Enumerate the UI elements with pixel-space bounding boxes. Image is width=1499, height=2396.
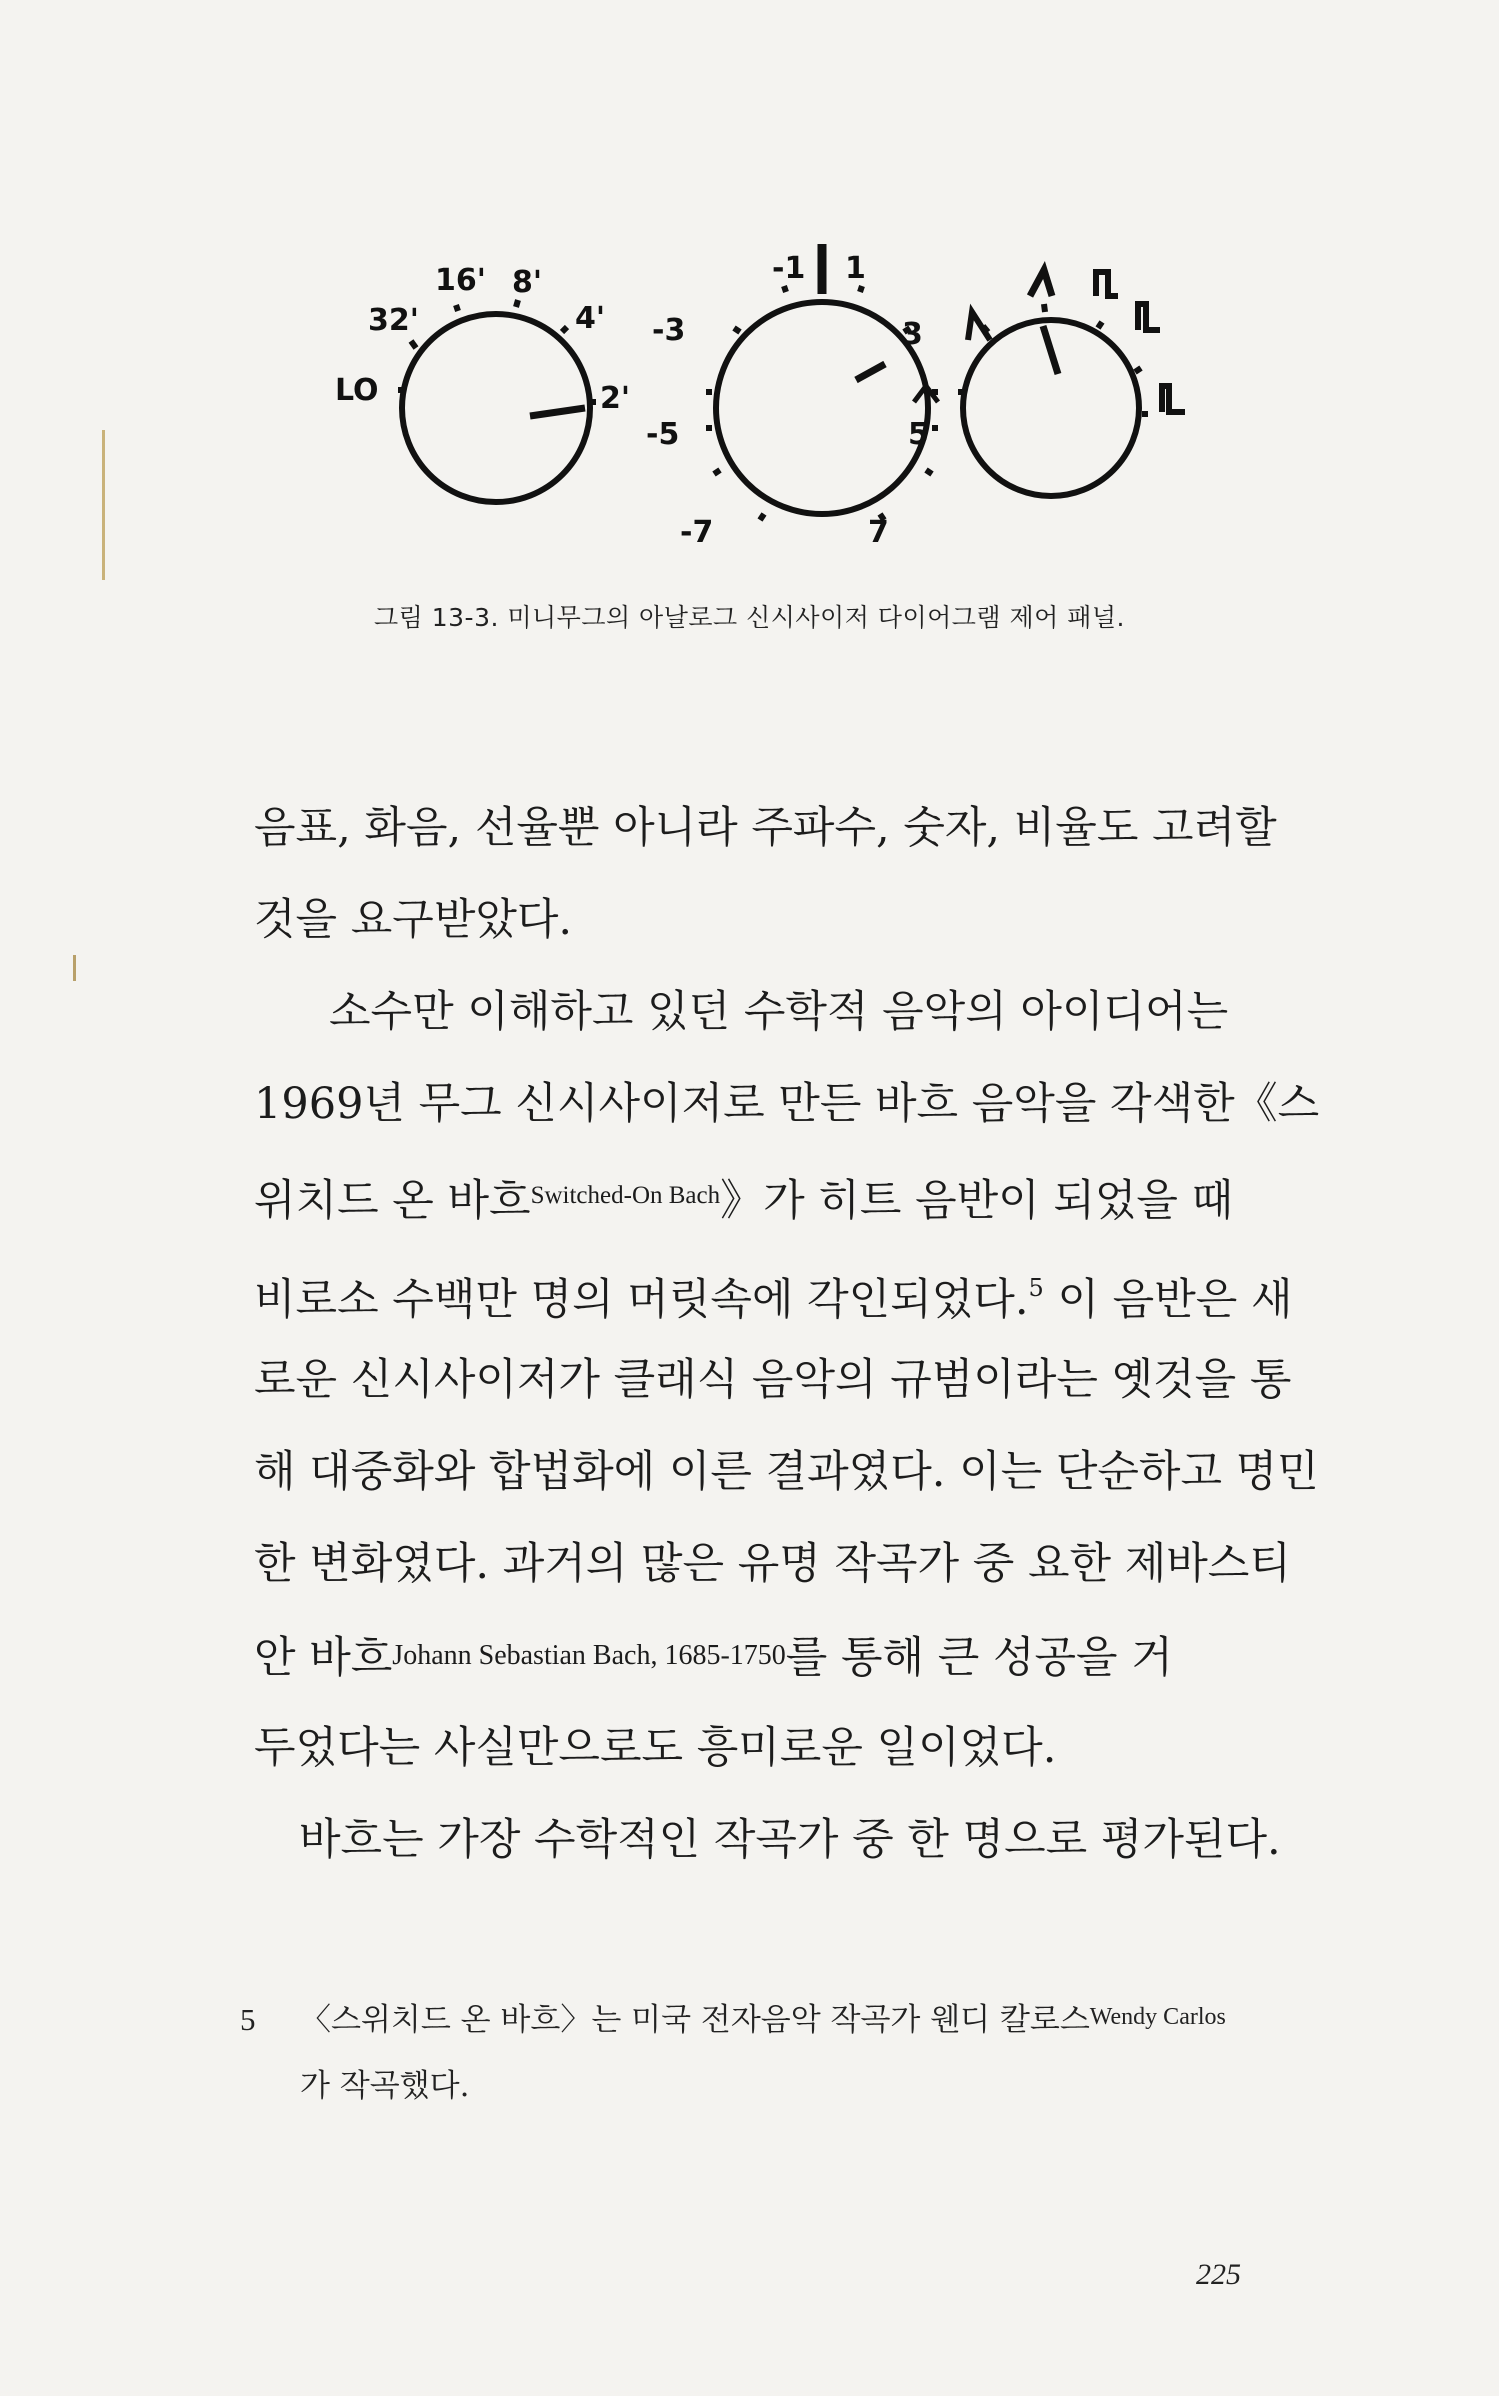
text-span: 》가 히트 음반이 되었을 때 — [720, 1176, 1234, 1226]
range-label-lo: LO — [335, 373, 379, 408]
body-line: 한 변화였다. 과거의 많은 유명 작곡가 중 요한 제바스티 — [254, 1539, 1291, 1589]
freq-label-minus-1: -1 — [772, 251, 806, 286]
range-label-2: 2' — [600, 381, 631, 416]
latin-name: Johann Sebastian Bach, 1685-1750 — [392, 1640, 786, 1671]
page-crease-mark — [102, 430, 105, 580]
page-crease-mark — [73, 955, 76, 981]
figure-caption: 그림 13-3. 미니무그의 아날로그 신시사이저 다이어그램 제어 패널. — [373, 603, 1125, 632]
footnote-line — [240, 1984, 1260, 2053]
footnote-line — [240, 2053, 1260, 2119]
waveform-knob — [914, 270, 1185, 496]
freq-label-1: 1 — [845, 251, 866, 286]
footnote-reference: 5 — [1028, 1274, 1044, 1302]
text-span: 안 바흐 — [254, 1633, 393, 1683]
text-span: 비로소 수백만 명의 머릿속에 각인되었다. — [254, 1275, 1029, 1325]
frequency-knob-dial — [716, 302, 928, 514]
footnote — [240, 1984, 1260, 2119]
body-line: 두었다는 사실만으로도 흥미로운 일이었다. — [254, 1723, 1057, 1773]
freq-label-3: 3 — [902, 317, 923, 352]
body-line — [254, 1150, 1254, 1242]
footnote-text: 가 작곡했다. — [300, 2068, 470, 2104]
body-line: 음표, 화음, 선율뿐 아니라 주파수, 숫자, 비율도 고려할 — [254, 803, 1277, 853]
waveform-knob-pointer — [1043, 326, 1058, 374]
square-wave-icon — [1096, 272, 1118, 296]
sawtooth-wave-icon — [1030, 270, 1052, 296]
text-span: 이 음반은 새 — [1043, 1275, 1293, 1325]
body-line: 해 대중화와 합법화에 이른 결과였다. 이는 단순하고 명민 — [254, 1447, 1319, 1497]
footnote-number: 5 — [240, 2002, 256, 2037]
body-line — [254, 1242, 1293, 1334]
minimoog-control-diagram — [300, 200, 1200, 600]
body-line: 1969년 무그 신시사이저로 만든 바흐 음악을 각색한《스 — [254, 1079, 1320, 1129]
range-label-32: 32' — [368, 303, 419, 338]
text-span: 를 통해 큰 성공을 거 — [785, 1633, 1173, 1683]
body-paragraphs — [254, 782, 1320, 1886]
body-line: 소수만 이해하고 있던 수학적 음악의 아이디어는 — [329, 987, 1229, 1037]
footnote-text: 〈스위치드 온 바흐〉는 미국 전자음악 작곡가 웬디 칼로스 — [300, 2002, 1090, 2038]
range-knob-pointer — [530, 408, 585, 416]
range-label-4: 4' — [575, 301, 606, 336]
footnote-latin-name: Wendy Carlos — [1089, 2004, 1226, 2030]
latin-title: Switched-On Bach — [530, 1182, 721, 1209]
wide-pulse-wave-icon — [1138, 304, 1160, 330]
frequency-knob — [646, 244, 938, 550]
freq-label-minus-5: -5 — [646, 417, 680, 452]
body-line: 바흐는 가장 수학적인 작곡가 중 한 명으로 평가된다. — [299, 1815, 1281, 1865]
freq-label-5: 5 — [908, 417, 929, 452]
diagram-svg — [300, 200, 1200, 600]
freq-label-7: 7 — [868, 515, 889, 550]
body-line — [254, 1610, 1254, 1702]
freq-label-minus-3: -3 — [652, 313, 686, 348]
range-label-8: 8' — [512, 265, 543, 300]
freq-label-minus-7: -7 — [680, 515, 714, 550]
range-knob — [335, 263, 630, 502]
range-label-16: 16' — [435, 263, 486, 298]
text-span: 위치드 온 바흐 — [254, 1176, 531, 1226]
body-line: 로운 신시사이저가 클래식 음악의 규범이라는 옛것을 통 — [254, 1355, 1292, 1405]
narrow-pulse-wave-icon — [1162, 386, 1185, 412]
frequency-knob-pointer — [856, 364, 885, 380]
body-line: 것을 요구받았다. — [254, 895, 573, 945]
page-number: 225 — [1196, 2258, 1241, 2291]
